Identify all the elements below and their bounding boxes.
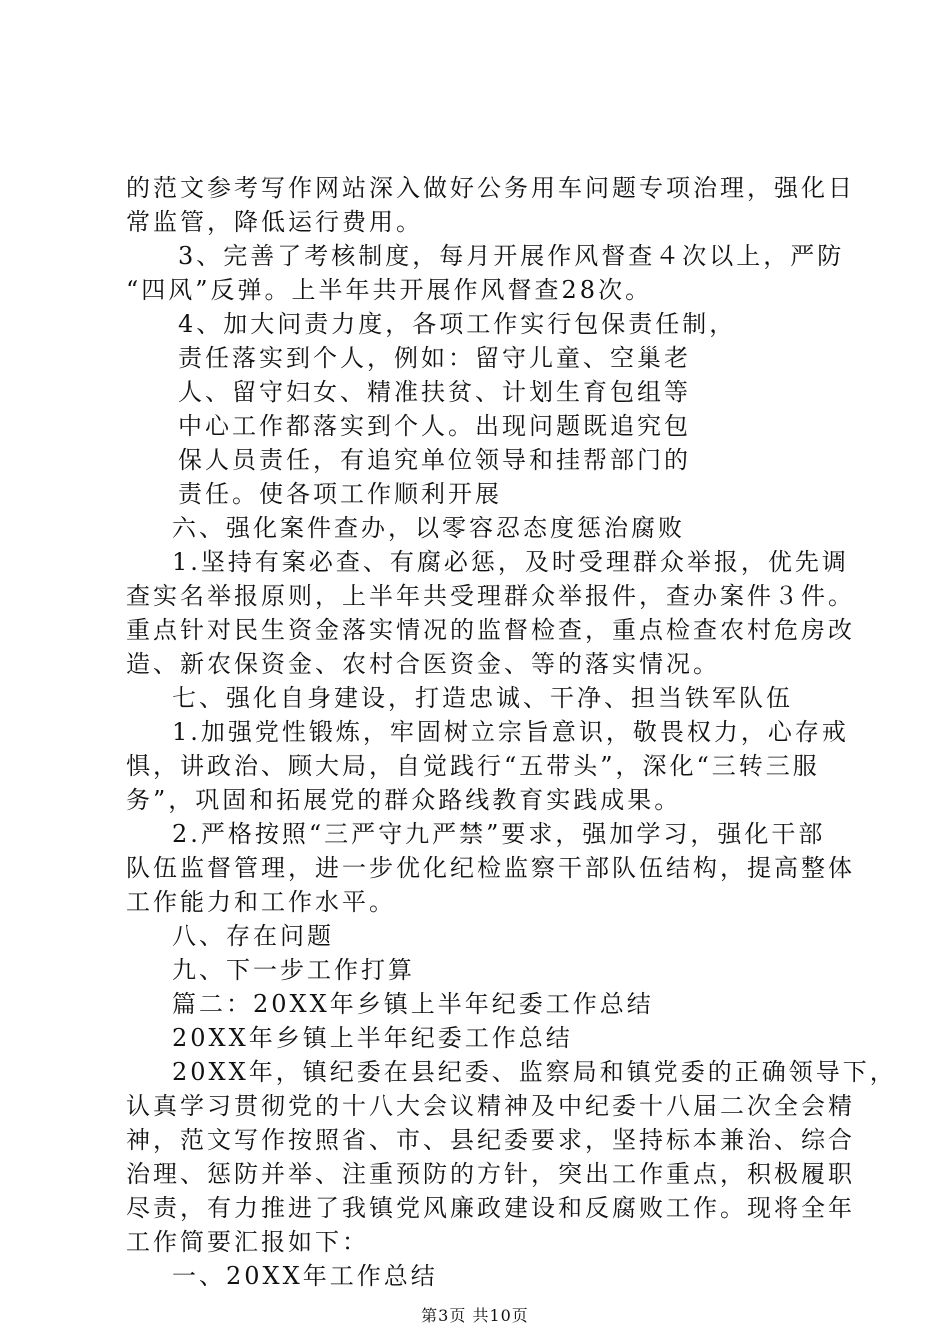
text-line: 人、留守妇女、精准扶贫、计划生育包组等 [178,378,691,406]
section-heading: 一、20XX年工作总结 [172,1262,438,1290]
text-line: 20XX年，镇纪委在县纪委、监察局和镇党委的正确领导下， [172,1058,897,1086]
text-line: 工作能力和工作水平。 [126,888,396,916]
article-title: 篇二：20XX年乡镇上半年纪委工作总结 [172,990,654,1018]
text-line: 保人员责任，有追究单位领导和挂帮部门的 [178,446,691,474]
page-footer: 第3页 共10页 [421,1306,529,1325]
text-line: 常监管，降低运行费用。 [126,208,423,236]
section-heading: 八、存在问题 [172,922,334,950]
text-line: 的范文参考写作网站深入做好公务用车问题专项治理，强化日 [126,174,855,202]
text-line: 治理、惩防并举、注重预防的方针，突出工作重点，积极履职 [126,1160,855,1188]
text-line: 4、加大问责力度，各项工作实行包保责任制， [178,310,737,338]
text-line: 2.严格按照“三严守九严禁”要求，强加学习，强化干部 [172,820,826,848]
text-line: 责任。使各项工作顺利开展 [178,480,502,508]
text-line: 重点针对民生资金落实情况的监督检查，重点检查农村危房改 [126,616,855,644]
text-line: 尽责，有力推进了我镇党风廉政建设和反腐败工作。现将全年 [126,1194,855,1222]
text-line: 中心工作都落实到个人。出现问题既追究包 [178,412,691,440]
section-heading: 七、强化自身建设，打造忠诚、干净、担当铁军队伍 [172,684,793,712]
text-line: 造、新农保资金、农村合医资金、等的落实情况。 [126,650,720,678]
text-line: 责任落实到个人，例如：留守儿童、空巢老 [178,344,691,372]
text-line: 惧，讲政治、顾大局，自觉践行“五带头”，深化“三转三服 [126,752,820,780]
text-line: 3、完善了考核制度，每月开展作风督查４次以上，严防 [178,242,845,270]
text-line: 神，范文写作按照省、市、县纪委要求，坚持标本兼治、综合 [126,1126,855,1154]
text-line: 认真学习贯彻党的十八大会议精神及中纪委十八届二次全会精 [126,1092,855,1120]
section-heading: 九、下一步工作打算 [172,956,415,984]
text-line: “四风”反弹。上半年共开展作风督查28次。 [126,276,653,304]
section-heading: 六、强化案件查办，以零容忍态度惩治腐败 [172,514,685,542]
article-subtitle: 20XX年乡镇上半年纪委工作总结 [172,1024,573,1052]
text-line: 1.坚持有案必查、有腐必惩，及时受理群众举报，优先调 [172,548,849,576]
text-line: 工作简要汇报如下： [126,1228,369,1256]
text-line: 查实名举报原则，上半年共受理群众举报件，查办案件３件。 [126,582,855,610]
text-line: 务”，巩固和拓展党的群众路线教育实践成果。 [126,786,682,814]
text-line: 队伍监督管理，进一步优化纪检监察干部队伍结构，提高整体 [126,854,855,882]
text-line: 1.加强党性锻炼，牢固树立宗旨意识，敬畏权力，心存戒 [172,718,849,746]
